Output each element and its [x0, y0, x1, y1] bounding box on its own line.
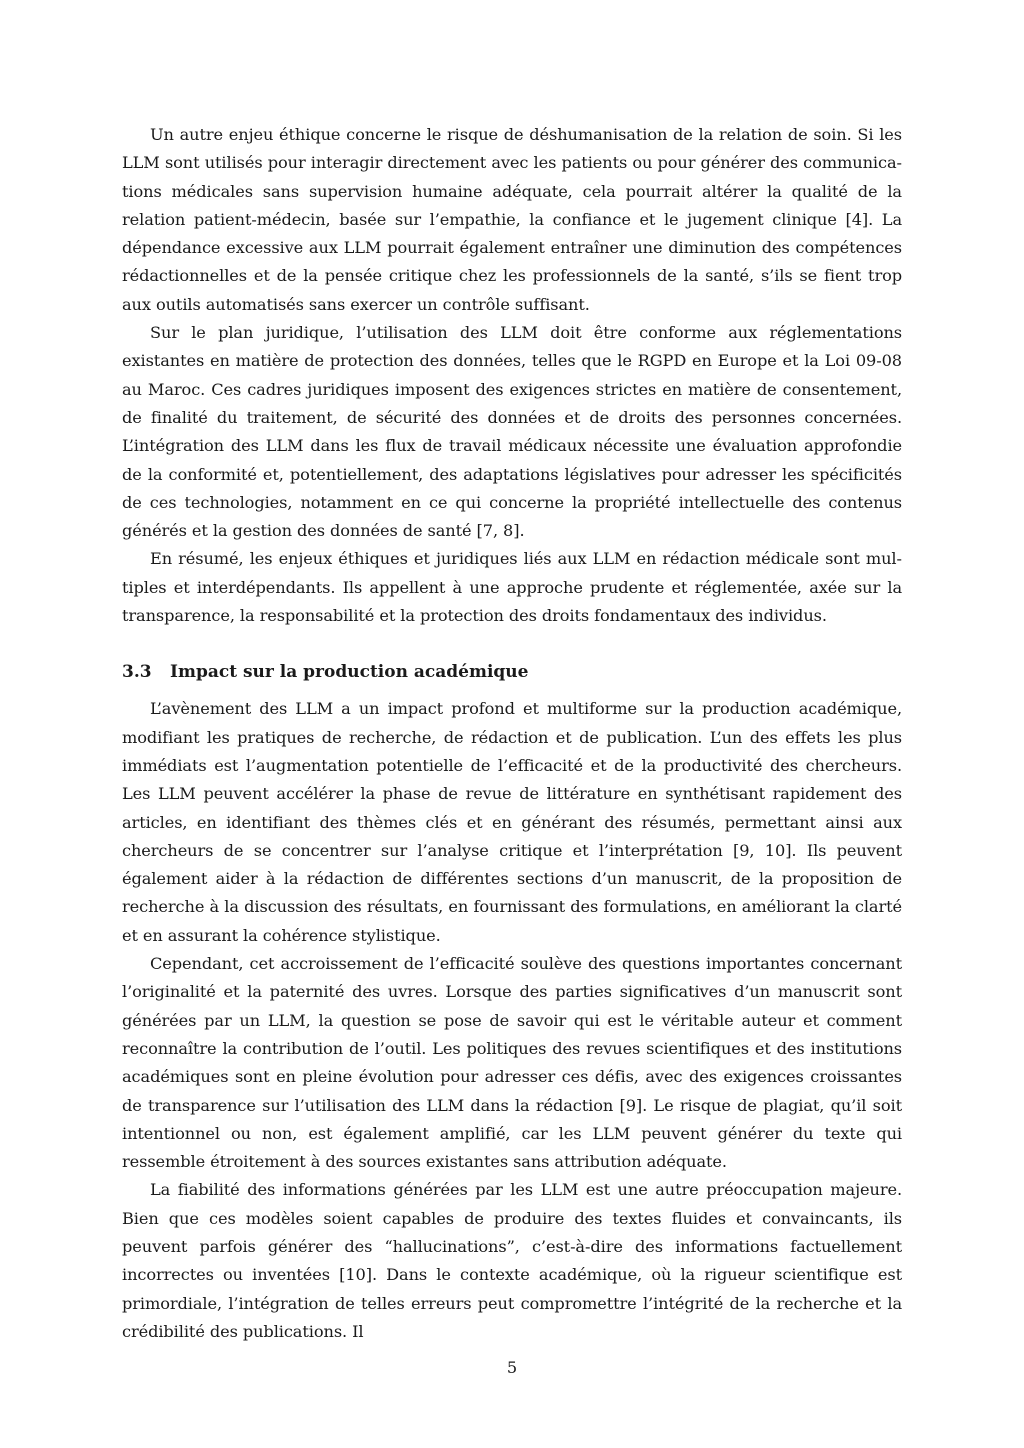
paragraph-dehumanisation: Un autre enjeu éthique concerne le risque de déshumanisation de la relation de soin. Si les LLM sont utilisés pour interagir directement avec les patients ou pour générer des communications médicales sans supervision humaine adéquate, cela pourrait altérer la qualité de la relation patient-médecin, basée sur l’empathie, la confiance et le jugement clinique [4]. La dépendance excessive aux LLM pourrait également entraîner une diminution des compétences rédactionnelles et de la pensée critique chez les professionnels de la santé, s’ils se fient trop aux outils automatisés sans exercer un contrôle suffisant. — [122, 125, 902, 314]
paragraph-academic-impact: L’avènement des LLM a un impact profond et multiforme sur la production académique, modifiant les pratiques de recherche, de rédaction et de publication. L’un des effets les plus immédiats est l’augmentation potentielle de l’efficacité et de la productivité des chercheurs. Les LLM peuvent accélérer la phase de revue de littérature en synthétisant rapidement des articles, en identifiant des thèmes clés et en générant des résumés, permettant ainsi aux chercheurs de se concentrer sur l’analyse critique et l’interprétation [9, 10]. Ils peuvent également aider à la rédaction de différentes sections d’un manuscrit, de la proposition de recherche à la discussion des résultats, en fournissant des formulations, en améliorant la clarté et en assurant la cohérence stylistique. — [122, 699, 902, 945]
paragraph-originality: Cependant, cet accroissement de l’efficacité soulève des questions importantes concernant l’originalité et la paternité des uvres. Lorsque des parties significatives d’un manuscrit sont générées par un LLM, la question se pose de savoir qui est le véritable auteur et comment reconnaître la contribution de l’outil. Les politiques des revues scientifiques et des institutions académiques sont en pleine évolution pour adresser ces défis, avec des exigences croissantes de transparence sur l’utilisation des LLM dans la rédaction [9]. Le risque de plagiat, qu’il soit intentionnel ou non, est également amplifié, car les LLM peuvent générer du texte qui ressemble étroitement à des sources existantes sans attribution adéquate. — [122, 954, 902, 1172]
paragraph-summary: En résumé, les enjeux éthiques et juridiques liés aux LLM en rédaction médicale sont multiples et interdépendants. Ils appellent à une approche prudente et réglementée, axée sur la transparence, la responsabilité et la protection des droits fondamentaux des individus. — [122, 549, 902, 626]
section-number: 3.3 — [122, 662, 152, 683]
section-heading — [122, 658, 902, 686]
section-title: Impact sur la production académique — [170, 662, 529, 683]
page-body — [122, 121, 902, 1346]
paragraph-reliability: La fiabilité des informations générées par les LLM est une autre préoccupation majeure. Bien que ces modèles soient capables de produire des textes fluides et convaincants, ils peuvent parfois générer des “hallucinations”, c’est-à-dire des informations factuellement incorrectes ou inventées [10]. Dans le contexte académique, où la rigueur scientifique est primordiale, l’intégration de telles erreurs peut compromettre l’intégrité de la recherche et la crédibilité des publications. Il — [122, 1180, 902, 1341]
paragraph-legal-framework: Sur le plan juridique, l’utilisation des LLM doit être conforme aux réglementations existantes en matière de protection des données, telles que le RGPD en Europe et la Loi 09-08 au Maroc. Ces cadres juridiques imposent des exigences strictes en matière de consentement, de finalité du traitement, de sécurité des données et de droits des personnes concernées. L’intégration des LLM dans les flux de travail médicaux nécessite une évaluation approfondie de la conformité et, potentiellement, des adaptations législatives pour adresser les spécificités de ces technologies, notamment en ce qui concerne la propriété intellectuelle des contenus générés et la gestion des données de santé [7, 8]. — [122, 323, 902, 541]
page-number: 5 — [506, 1358, 518, 1377]
